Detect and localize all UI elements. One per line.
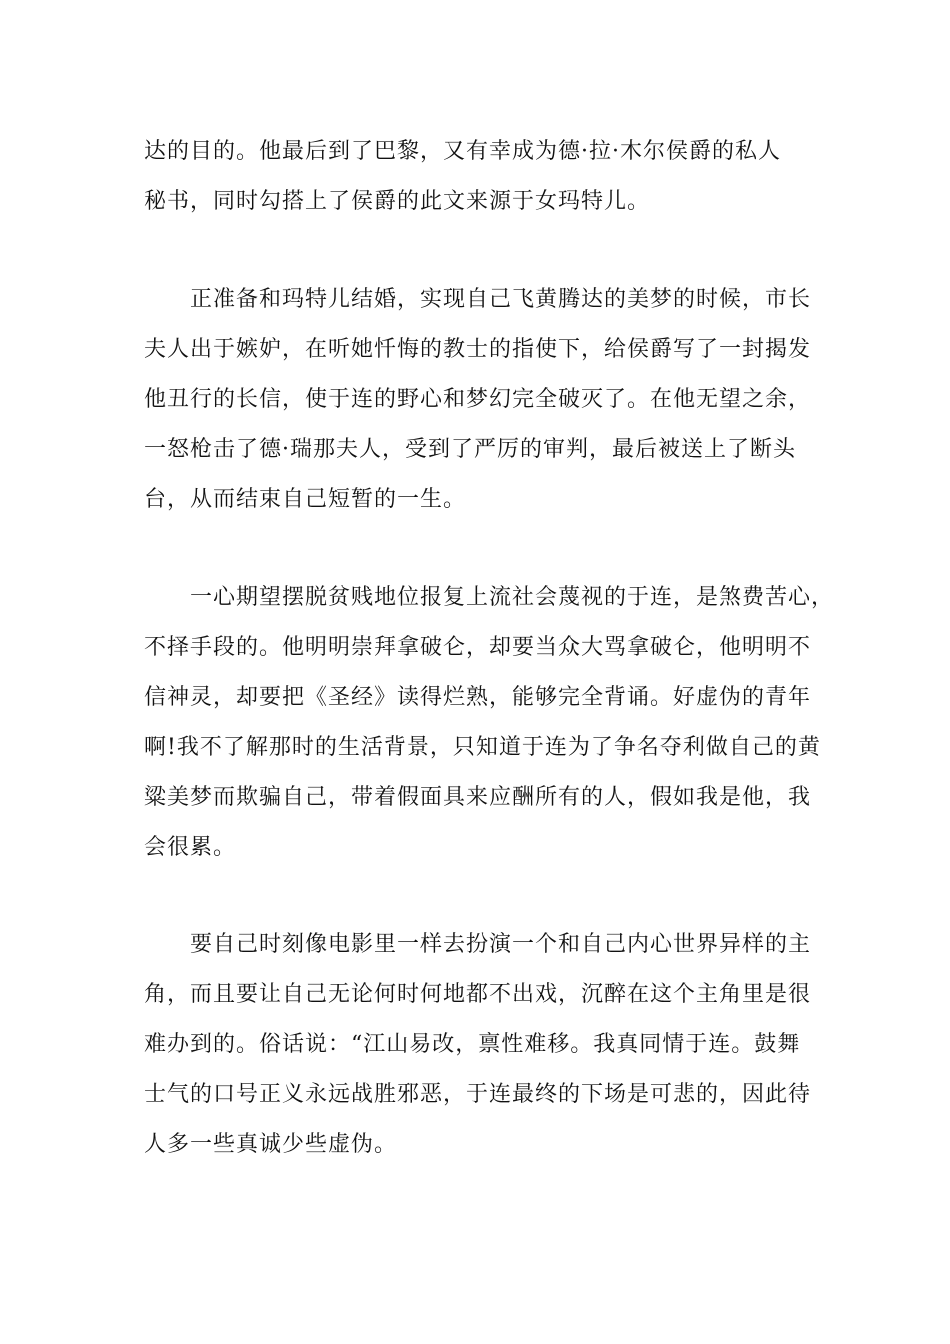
paragraph-line: 一怒枪击了德·瑞那夫人，受到了严厉的审判，最后被送上了断头 (144, 437, 796, 462)
paragraph-line: 啊!我不了解那时的生活背景，只知道于连为了争名夺利做自己的黄 (144, 735, 821, 760)
paragraph-line: 人多一些真诚少些虚伪。 (144, 1132, 398, 1157)
paragraph-line: 信神灵，却要把《圣经》读得烂熟，能够完全背诵。好虚伪的青年 (144, 685, 812, 710)
paragraph-line: 难办到的。俗话说：“江山易改，禀性难移。我真同情于连。鼓舞 (144, 1032, 801, 1057)
paragraph-1 (144, 127, 814, 227)
paragraph-3 (144, 573, 835, 873)
paragraph-line: 正准备和玛特儿结婚，实现自己飞黄腾达的美梦的时候，市长 (190, 287, 812, 312)
paragraph-2 (144, 275, 814, 525)
paragraph-line: 不择手段的。他明明崇拜拿破仑，却要当众大骂拿破仑，他明明不 (144, 635, 812, 660)
paragraph-line: 士气的口号正义永远战胜邪恶，于连最终的下场是可悲的，因此待 (144, 1082, 812, 1107)
paragraph-line: 台，从而结束自己短暂的一生。 (144, 487, 467, 512)
paragraph-line: 一心期望摆脱贫贱地位报复上流社会蔑视的于连，是煞费苦心， (190, 585, 835, 610)
paragraph-line: 角，而且要让自己无论何时何地都不出戏，沉醉在这个主角里是很 (144, 982, 812, 1007)
paragraph-line: 会很累。 (144, 835, 237, 860)
paragraph-line: 他丑行的长信，使于连的野心和梦幻完全破灭了。在他无望之余， (144, 387, 812, 412)
paragraph-line: 达的目的。他最后到了巴黎，又有幸成为德·拉·木尔侯爵的私人 (144, 139, 781, 164)
paragraph-line: 粱美梦而欺骗自己，带着假面具来应酬所有的人，假如我是他，我 (144, 785, 812, 810)
paragraph-line: 秘书，同时勾搭上了侯爵的此文来源于女玛特儿。 (144, 189, 651, 214)
paragraph-line: 要自己时刻像电影里一样去扮演一个和自己内心世界异样的主 (190, 932, 812, 957)
paragraph-line: 夫人出于嫉妒，在听她忏悔的教士的指使下，给侯爵写了一封揭发 (144, 337, 812, 362)
paragraph-4 (144, 920, 814, 1170)
